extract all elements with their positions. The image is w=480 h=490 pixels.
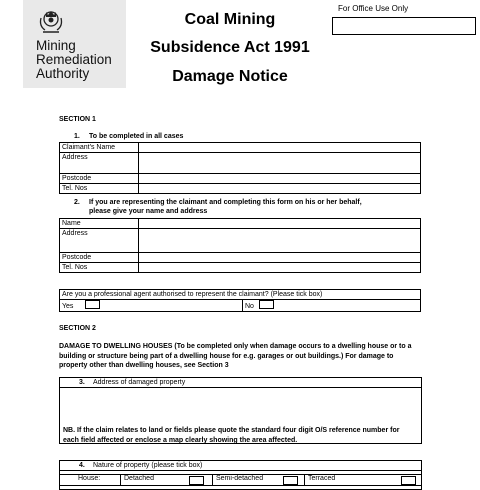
rep-tel-label: Tel. Nos (60, 263, 139, 273)
rep-name-label: Name (60, 219, 139, 229)
nb-note: NB. If the claim relates to land or fields please quote the standard four digit O/S reference number for each field affected or enclose a map clearly showing the area affected. (63, 427, 400, 444)
claimant-address-label: Address (60, 153, 139, 174)
house-option-detached-label: Detached (124, 475, 154, 482)
house-label: House: (78, 475, 101, 482)
house-option-semi-detached-checkbox[interactable] (283, 476, 298, 485)
crest-icon (37, 8, 65, 36)
question-1-text: To be completed in all cases (89, 133, 184, 140)
house-option-terraced-label: Terraced (308, 475, 336, 482)
logo-text-line-1: Mining (36, 38, 76, 53)
section-2-intro: DAMAGE TO DWELLING HOUSES (To be completed only when damage occurs to a dwelling house or to a building or structure being part of a dwelling house for e.g. garages or out buildings.) For damage to property other than dwelling houses, see Section 3 (59, 343, 412, 369)
agent-no-checkbox[interactable] (259, 300, 274, 309)
nature-property-box (59, 460, 422, 490)
house-option-terraced-checkbox[interactable] (401, 476, 416, 485)
rep-name-input[interactable] (139, 219, 421, 229)
question-3-number: 3. (79, 379, 85, 386)
agent-yes-label: Yes (62, 303, 74, 310)
divider (120, 474, 121, 486)
rep-postcode-label: Postcode (60, 253, 139, 263)
logo-text-line-2: Remediation (36, 52, 112, 67)
agent-no-label: No (245, 303, 254, 310)
office-use-label: For Office Use Only (338, 4, 409, 13)
question-3-text: Address of damaged property (93, 379, 186, 386)
title-line-2: Subsidence Act 1991 (150, 39, 310, 56)
agent-table (59, 289, 421, 312)
office-use-field[interactable] (332, 17, 476, 35)
claimant-address-input[interactable] (139, 153, 421, 174)
claimant-name-input[interactable] (139, 143, 421, 153)
damaged-property-address-input[interactable] (60, 389, 421, 425)
claimant-tel-input[interactable] (139, 184, 421, 194)
rep-tel-input[interactable] (139, 263, 421, 273)
claimant-name-label: Claimant's Name (60, 143, 139, 153)
agent-no-cell (243, 300, 421, 312)
question-4-number: 4. (79, 462, 85, 469)
question-2-text-line-2: please give your name and address (89, 208, 208, 215)
question-1-number: 1. (74, 133, 80, 140)
rep-address-input[interactable] (139, 229, 421, 253)
representative-table (59, 218, 421, 273)
agent-yes-checkbox[interactable] (85, 300, 100, 309)
claimant-postcode-input[interactable] (139, 174, 421, 184)
divider (304, 474, 305, 486)
divider (212, 474, 213, 486)
agent-question: Are you a professional agent authorised to represent the claimant? (Please tick box) (60, 290, 421, 300)
question-2-number: 2. (74, 199, 80, 206)
logo-text-line-3: Authority (36, 66, 90, 81)
title-line-3: Damage Notice (172, 68, 288, 85)
damaged-property-box (59, 377, 422, 444)
rep-postcode-input[interactable] (139, 253, 421, 263)
house-option-detached-checkbox[interactable] (189, 476, 204, 485)
section-2-heading: SECTION 2 (59, 325, 96, 332)
claimant-postcode-label: Postcode (60, 174, 139, 184)
claimant-table (59, 142, 421, 194)
question-4-text: Nature of property (please tick box) (93, 462, 203, 469)
claimant-tel-label: Tel. Nos (60, 184, 139, 194)
house-option-semi-detached-label: Semi-detached (216, 475, 264, 482)
title-line-1: Coal Mining (184, 11, 276, 28)
question-2-text-line-1: If you are representing the claimant and completing this form on his or her behalf, (89, 199, 362, 206)
agent-yes-cell (60, 300, 243, 312)
rep-address-label: Address (60, 229, 139, 253)
section-1-heading: SECTION 1 (59, 116, 96, 123)
